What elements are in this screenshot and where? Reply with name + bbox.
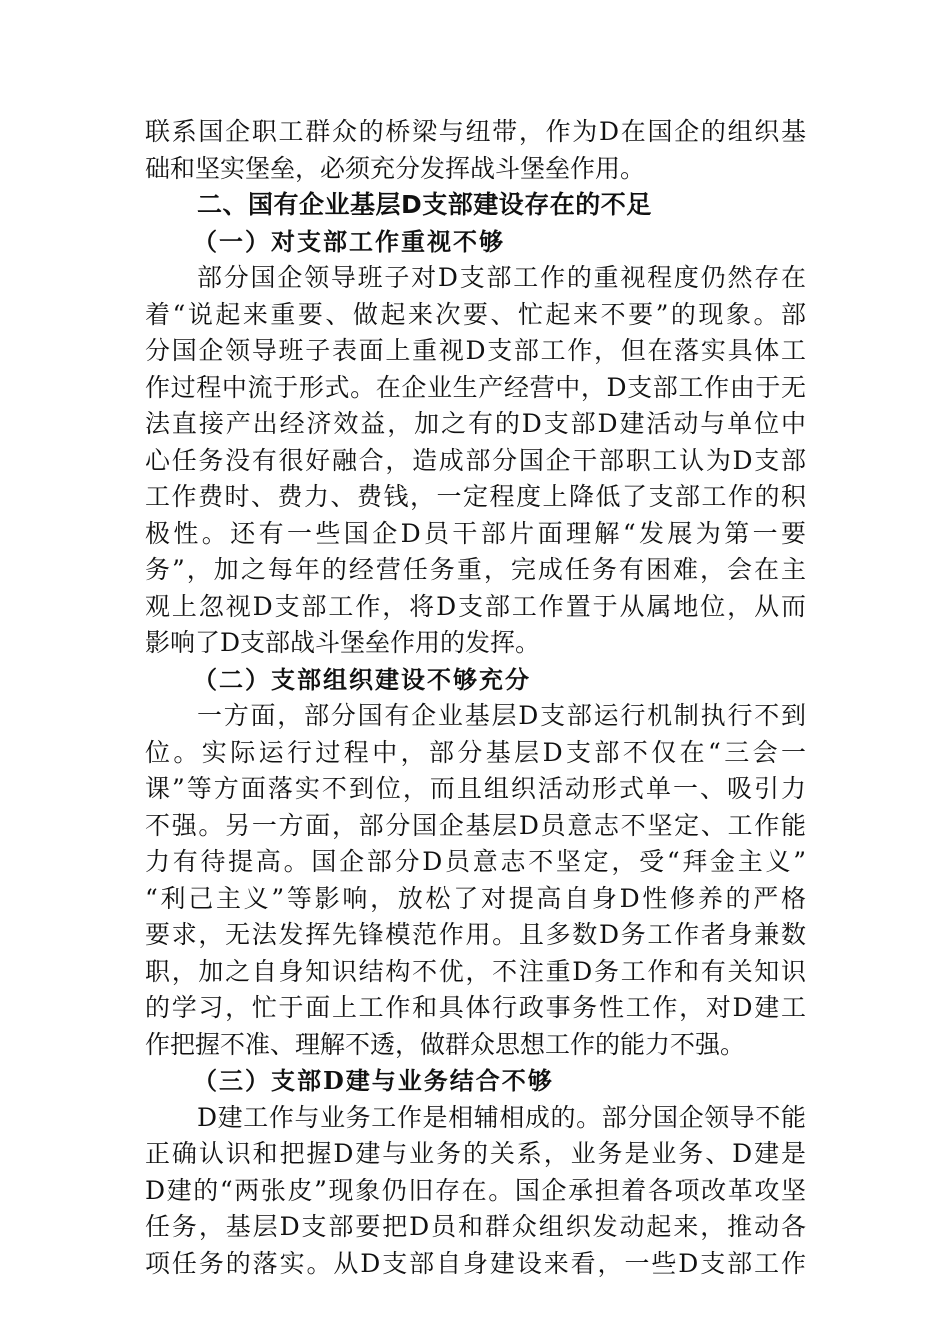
text-line: 观上忽视D支部工作，将D支部工作置于从属地位，从而 — [145, 591, 806, 621]
text-line: 的学习，忙于面上工作和具体行政事务性工作，对D建工 — [145, 993, 806, 1022]
paragraph-2 — [145, 698, 806, 1063]
text-line: 要求，无法发挥先锋模范作用。且多数D务工作者身兼数 — [145, 920, 806, 949]
text-line: 职，加之自身知识结构不优，不注重D务工作和有关知识 — [145, 956, 806, 986]
text-line: D建的“两张皮”现象仍旧存在。国企承担着各项改革攻坚 — [145, 1175, 806, 1205]
intro-paragraph — [145, 114, 806, 187]
text-line: 联系国企职工群众的桥梁与纽带，作为D在国企的组织基 — [145, 117, 806, 146]
text-line: 作过程中流于形式。在企业生产经营中，D支部工作由于无 — [145, 372, 806, 402]
text-line: 正确认识和把握D建与业务的关系，业务是业务、D建是 — [145, 1139, 806, 1168]
document-body — [145, 114, 806, 1282]
text-line: 课”等方面落实不到位，而且组织活动形式单一、吸引力 — [145, 774, 806, 803]
text-line: 法直接产出经济效益，加之有的D支部D建活动与单位中 — [145, 409, 806, 438]
text-line: 心任务没有很好融合，造成部分国企干部职工认为D支部 — [145, 445, 806, 475]
text-line: 一方面，部分国有企业基层D支部运行机制执行不到 — [197, 701, 806, 730]
text-line: 不强。另一方面，部分国企基层D员意志不坚定、工作能 — [145, 810, 806, 840]
text-line: 位。实际运行过程中，部分基层D支部不仅在“三会一 — [145, 737, 806, 767]
paragraph-1 — [145, 260, 806, 662]
text-line: 工作费时、费力、费钱，一定程度上降低了支部工作的积 — [145, 482, 806, 511]
text-line: 着“说起来重要、做起来次要、忙起来不要”的现象。部 — [145, 299, 806, 329]
text-line: 础和坚实堡垒，必须充分发挥战斗堡垒作用。 — [145, 153, 646, 183]
text-line: 任务，基层D支部要把D员和群众组织发动起来，推动各 — [145, 1212, 806, 1241]
subsection-heading-1: （一）对支部工作重视不够 — [193, 226, 505, 256]
text-line: 部分国企领导班子对D支部工作的重视程度仍然存在 — [197, 263, 806, 292]
text-line: 影响了D支部战斗堡垒作用的发挥。 — [145, 628, 541, 657]
text-line: 力有待提高。国企部分D员意志不坚定，受“拜金主义” — [145, 847, 806, 876]
text-line: 作把握不准、理解不透，做群众思想工作的能力不强。 — [145, 1029, 746, 1059]
text-line: 项任务的落实。从D支部自身建设来看，一些D支部工作 — [145, 1248, 806, 1278]
subsection-heading-2: （二）支部组织建设不够充分 — [193, 664, 531, 694]
text-line: 极性。还有一些国企D员干部片面理解“发展为第一要 — [145, 518, 806, 548]
paragraph-3 — [145, 1100, 806, 1283]
text-line: 务”，加之每年的经营任务重，完成任务有困难，会在主 — [145, 555, 806, 584]
section-heading: 二、国有企业基层D支部建设存在的不足 — [197, 190, 652, 219]
subsection-heading-3: （三）支部D建与业务结合不够 — [193, 1066, 554, 1095]
text-line: D建工作与业务工作是相辅相成的。部分国企领导不能 — [197, 1102, 806, 1132]
text-line: “利己主义”等影响，放松了对提高自身D性修养的严格 — [145, 883, 806, 913]
text-line: 分国企领导班子表面上重视D支部工作，但在落实具体工 — [145, 336, 806, 365]
